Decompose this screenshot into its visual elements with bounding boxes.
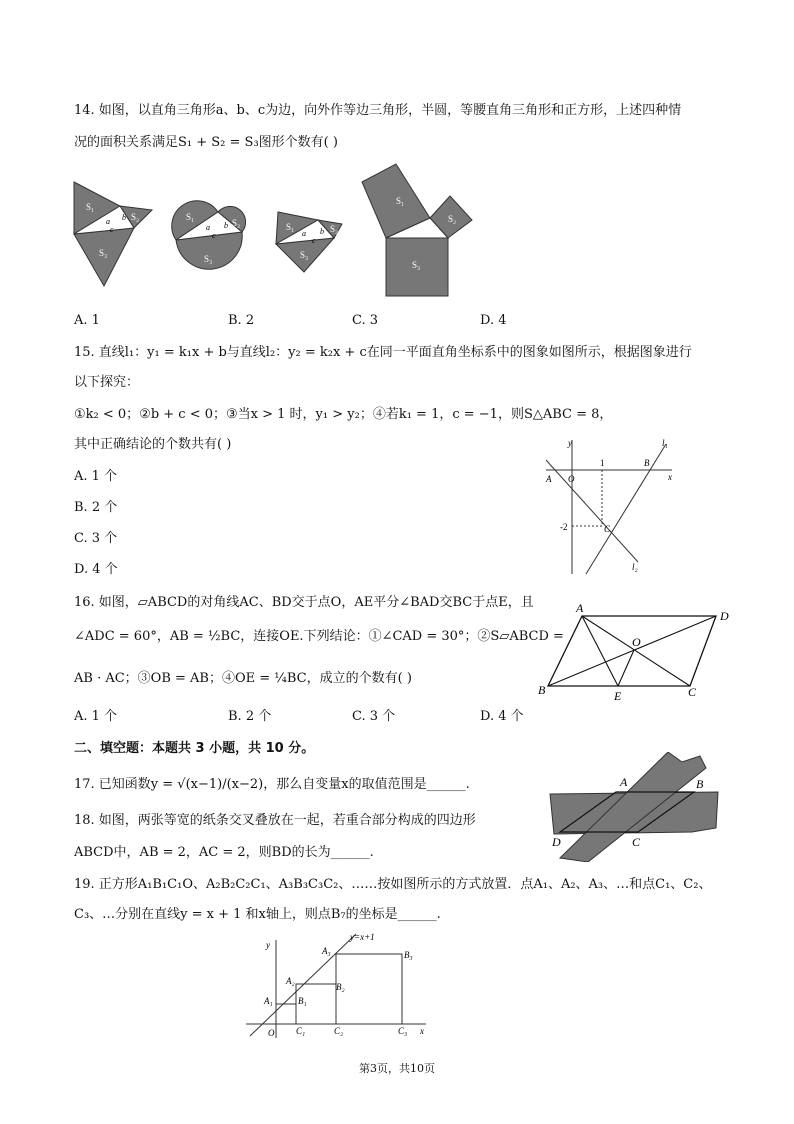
q14-figure-equilateral bbox=[74, 182, 152, 286]
q14-option-a[interactable]: A. 1 bbox=[74, 313, 100, 328]
svg-text:S₃: S₃ bbox=[204, 254, 213, 264]
svg-text:c: c bbox=[212, 231, 216, 240]
svg-text:C₂: C₂ bbox=[334, 1026, 344, 1036]
svg-text:A₂: A₂ bbox=[286, 976, 295, 986]
q16-option-a[interactable]: A. 1 个 bbox=[74, 709, 118, 724]
section-title: 二、填空题：本题共 3 小题，共 10 分。 bbox=[74, 741, 315, 756]
q18-line2: ABCD中，AB = 2，AC = 2，则BD的长为______. bbox=[74, 845, 374, 860]
q14-figure-squares bbox=[362, 164, 472, 296]
q15-option-b[interactable]: B. 2 个 bbox=[74, 500, 118, 515]
svg-text:y: y bbox=[266, 940, 270, 950]
q14-line2: 况的面积关系满足S₁ + S₂ = S₃图形个数有( ) bbox=[74, 135, 338, 150]
svg-text:A₃: A₃ bbox=[322, 946, 331, 956]
svg-text:C₁: C₁ bbox=[296, 1026, 306, 1036]
q16-option-d[interactable]: D. 4 个 bbox=[480, 709, 524, 724]
svg-text:S₂: S₂ bbox=[131, 212, 140, 222]
svg-text:O: O bbox=[568, 474, 575, 484]
q15-option-c[interactable]: C. 3 个 bbox=[74, 531, 118, 546]
q15-line-l1 bbox=[586, 444, 666, 574]
svg-text:O: O bbox=[268, 1028, 275, 1038]
svg-text:a: a bbox=[206, 223, 210, 232]
q16-line3: AB · AC；③OB = AB；④OE = ¼BC，成立的个数有( ) bbox=[74, 671, 412, 686]
q19-line1: 19. 正方形A₁B₁C₁O、A₂B₂C₂C₁、A₃B₃C₃C₂、……按如图所示的方式放置．点A₁、A₂、A₃、…和点C₁、C₂、 bbox=[74, 877, 712, 892]
q14-line1: 14. 如图，以直角三角形a、b、c为边，向外作等边三角形，半圆，等腰直角三角形和正方形，上述四种情 bbox=[74, 103, 682, 118]
svg-text:E: E bbox=[614, 689, 622, 703]
q15-line4: 其中正确结论的个数共有( ) bbox=[74, 437, 232, 452]
svg-text:S₁: S₁ bbox=[286, 222, 295, 232]
q15-line1: 15. 直线l₁：y₁ = k₁x + b与直线l₂：y₂ = k₂x + c在同一平面直角坐标系中的图象如图所示，根据图象进行 bbox=[74, 345, 692, 360]
svg-text:S₂: S₂ bbox=[232, 218, 241, 228]
svg-text:B₁: B₁ bbox=[298, 996, 307, 1006]
q15-line2: 以下探究： bbox=[74, 375, 140, 390]
svg-text:S₂: S₂ bbox=[330, 224, 339, 234]
q16-option-b[interactable]: B. 2 个 bbox=[228, 709, 272, 724]
svg-text:B: B bbox=[538, 683, 546, 697]
q15-line3: ①k₂ < 0；②b + c < 0；③当x > 1 时，y₁ > y₂；④若k₁ = 1，c = −1，则S△ABC = 8， bbox=[74, 407, 613, 422]
svg-text:a: a bbox=[302, 229, 306, 238]
svg-text:S₁: S₁ bbox=[396, 196, 405, 206]
q16-option-c[interactable]: C. 3 个 bbox=[352, 709, 396, 724]
svg-text:y: y bbox=[568, 438, 572, 448]
svg-text:B₃: B₃ bbox=[404, 950, 413, 960]
svg-text:S₂: S₂ bbox=[448, 214, 457, 224]
page-footer: 第3页，共10页 bbox=[359, 1062, 435, 1075]
svg-text:C: C bbox=[604, 524, 611, 534]
svg-text:b: b bbox=[224, 221, 228, 230]
q14-figures bbox=[66, 162, 486, 302]
q14-figure-isosceles bbox=[276, 212, 342, 272]
svg-text:A: A bbox=[576, 601, 584, 615]
svg-text:O: O bbox=[632, 635, 641, 649]
svg-text:x: x bbox=[668, 472, 672, 482]
svg-text:C: C bbox=[632, 835, 641, 849]
q19-squares-graph bbox=[240, 930, 436, 1040]
q19-line2: C₃、…分别在直线y = x + 1 和x轴上，则点B₇的坐标是______. bbox=[74, 907, 441, 922]
q14-option-c[interactable]: C. 3 bbox=[352, 313, 379, 328]
svg-text:A₁: A₁ bbox=[264, 996, 273, 1006]
svg-text:b: b bbox=[320, 227, 324, 236]
q15-option-d[interactable]: D. 4 个 bbox=[74, 562, 118, 577]
q15-graph bbox=[538, 434, 682, 576]
svg-text:A: A bbox=[546, 474, 552, 484]
svg-text:B: B bbox=[696, 777, 704, 791]
svg-text:y=x+1: y=x+1 bbox=[350, 932, 375, 942]
svg-text:C: C bbox=[688, 685, 697, 699]
svg-text:-2: -2 bbox=[560, 522, 568, 532]
q16-parallelogram bbox=[536, 600, 746, 704]
svg-text:S₃: S₃ bbox=[99, 248, 108, 258]
q16-line1: 16. 如图，▱ABCD的对角线AC、BD交于点O，AE平分∠BAD交BC于点E，且 bbox=[74, 595, 534, 610]
svg-text:A: A bbox=[620, 775, 628, 789]
svg-text:B: B bbox=[644, 458, 650, 468]
q17-text: 17. 已知函数y = √(x−1)/(x−2)，那么自变量x的取值范围是______. bbox=[74, 777, 470, 792]
q18-paper-strips bbox=[546, 752, 722, 862]
q14-figure-semicircle bbox=[172, 201, 246, 269]
svg-text:c: c bbox=[312, 236, 316, 245]
svg-text:l₁: l₁ bbox=[662, 438, 668, 448]
svg-text:C₃: C₃ bbox=[398, 1026, 408, 1036]
svg-text:l₂: l₂ bbox=[632, 562, 638, 572]
svg-text:B₂: B₂ bbox=[336, 982, 345, 992]
q14-s1-label: S₁ bbox=[86, 202, 95, 212]
q15-option-a[interactable]: A. 1 个 bbox=[74, 469, 118, 484]
q14-option-d[interactable]: D. 4 bbox=[480, 313, 507, 328]
svg-text:S₁: S₁ bbox=[186, 212, 195, 222]
q16-line2: ∠ADC = 60°，AB = ½BC，连接OE.下列结论：①∠CAD = 30°；②S▱ABCD = bbox=[74, 629, 564, 644]
svg-text:1: 1 bbox=[600, 458, 605, 468]
svg-text:D: D bbox=[720, 609, 729, 623]
svg-text:S₃: S₃ bbox=[412, 260, 421, 270]
svg-text:D: D bbox=[552, 835, 561, 849]
svg-text:a: a bbox=[106, 217, 110, 226]
svg-text:b: b bbox=[122, 213, 126, 222]
svg-text:c: c bbox=[110, 225, 114, 234]
q14-option-b[interactable]: B. 2 bbox=[228, 313, 255, 328]
svg-text:S₃: S₃ bbox=[300, 250, 309, 260]
q18-line1: 18. 如图，两张等宽的纸条交叉叠放在一起，若重合部分构成的四边形 bbox=[74, 813, 476, 828]
svg-text:x: x bbox=[420, 1026, 424, 1036]
